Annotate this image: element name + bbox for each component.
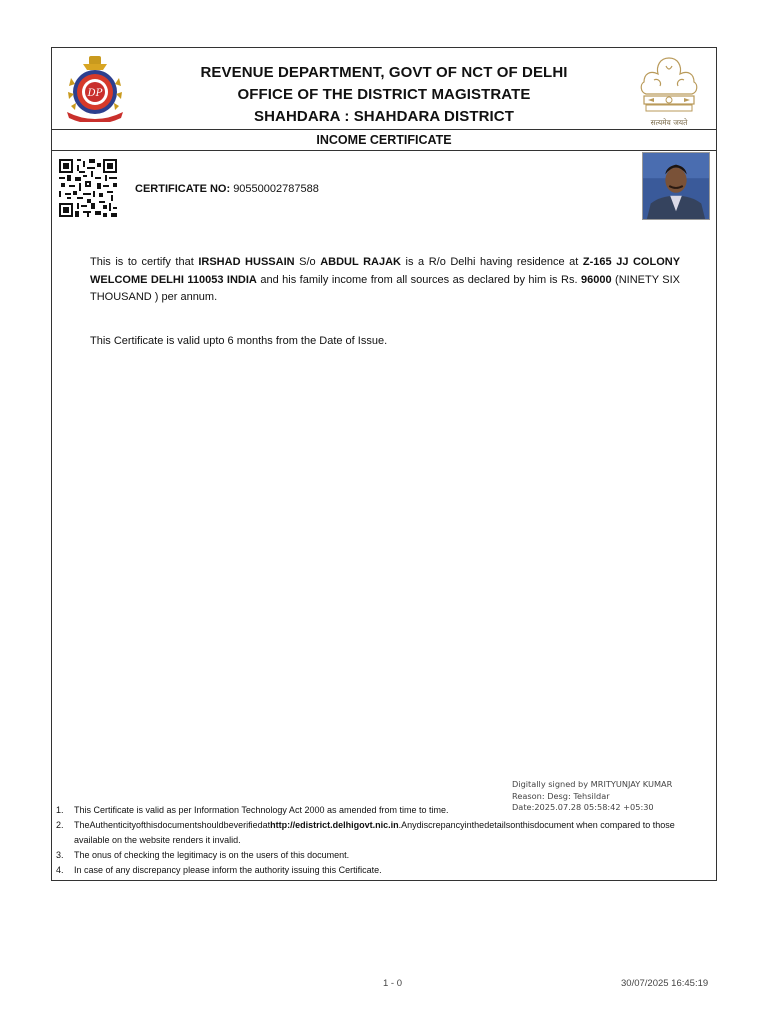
certificate-number	[135, 183, 319, 195]
certification-paragraph: This is to certify that IRSHAD HUSSAIN S/o ABDUL RAJAK is a R/o Delhi having residence at Z-165 JJ COLONY WELCOME DELHI 110053 INDIA and his family income from all sources as declared by him is Rs. 96000 (NINETY SIX THOUSAND ) per annum.	[90, 256, 681, 303]
qr-code-icon	[58, 159, 118, 217]
signature-reason: Reason: Desg: Tehsildar	[512, 790, 610, 801]
note-item: 1. This Certificate is valid as per Information Technology Act 2000 as amended from time to time.	[56, 805, 449, 815]
page-number: 1 - 0	[383, 978, 403, 989]
note-item: 3. The onus of checking the legitimacy is on the users of this document.	[56, 850, 350, 860]
certificate-title: INCOME CERTIFICATE	[52, 130, 716, 151]
certificate-number-label: CERTIFICATE NO:	[135, 183, 231, 195]
department-logo-icon	[59, 54, 131, 122]
verification-link[interactable]: http://edistrict.delhigovt.nic.in	[270, 820, 399, 830]
applicant-address: Z-165 JJ COLONY WELCOME DELHI 110053 INDIA	[90, 256, 681, 286]
emblem-motto: सत्यमेव जयते	[650, 118, 688, 127]
applicant-photo	[642, 152, 710, 220]
certificate-number-value: 90550002787588	[233, 183, 319, 195]
income-amount: 96000	[580, 273, 612, 286]
income-in-words: (NINETY SIX THOUSAND ) per annum.	[90, 273, 681, 303]
father-name: ABDUL RAJAK	[320, 256, 401, 268]
district-title: SHAHDARA : SHAHDARA DISTRICT	[253, 108, 514, 125]
header	[52, 48, 716, 130]
department-title: REVENUE DEPARTMENT, GOVT OF NCT OF DELHI	[200, 64, 568, 81]
validity-statement: This Certificate is valid upto 6 months from the Date of Issue.	[90, 335, 388, 347]
national-emblem-icon	[630, 52, 708, 130]
notes-list	[56, 803, 712, 878]
signature-date: Date:2025.07.28 05:58:42 +05:30	[512, 802, 654, 812]
office-title: OFFICE OF THE DISTRICT MAGISTRATE	[237, 86, 531, 103]
note-item: 4. In case of any discrepancy please inform the authority issuing this Certificate.	[56, 865, 382, 875]
applicant-name: IRSHAD HUSSAIN	[198, 256, 295, 268]
print-timestamp: 30/07/2025 16:45:19	[621, 978, 709, 989]
note-item: 2. TheAuthenticityofthisdocumentshouldbeverifiedathttp://edistrict.delhigovt.nic.in.Anydiscrepancyinthedetailsonthisdocument when compared to those available on the website renders it invalid.	[56, 820, 675, 845]
svg-text:DP: DP	[87, 88, 103, 99]
certificate-frame	[51, 47, 717, 881]
signature-signer: Digitally signed by MRITYUNJAY KUMAR	[512, 779, 673, 789]
